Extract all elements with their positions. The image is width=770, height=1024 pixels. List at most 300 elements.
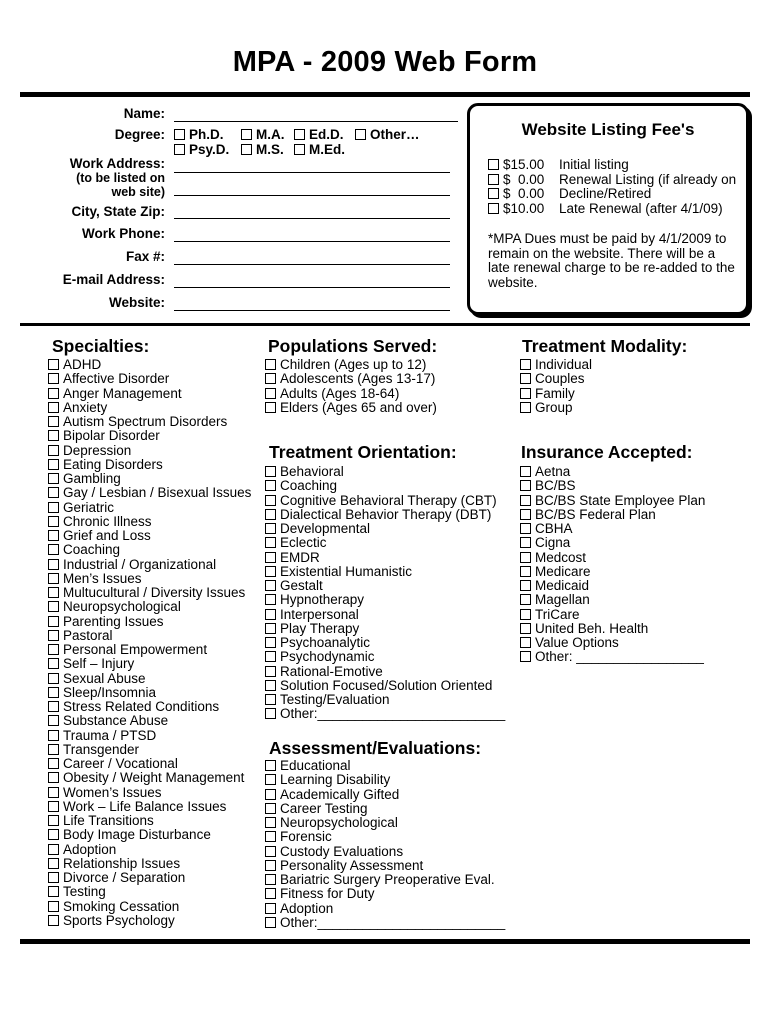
checkbox[interactable] bbox=[520, 566, 531, 577]
orientation-item-label: Eclectic bbox=[280, 535, 327, 551]
specialties-item[interactable] bbox=[48, 415, 251, 429]
specialties-item[interactable] bbox=[48, 871, 251, 885]
checkbox[interactable] bbox=[48, 559, 59, 570]
specialties-item[interactable] bbox=[48, 843, 251, 857]
checkbox[interactable] bbox=[48, 758, 59, 769]
work-address-field-1[interactable] bbox=[174, 172, 450, 173]
page-title: MPA - 2009 Web Form bbox=[232, 46, 538, 78]
checkbox[interactable] bbox=[48, 858, 59, 869]
orientation-item[interactable] bbox=[265, 494, 505, 508]
checkbox[interactable] bbox=[265, 888, 276, 899]
fee-option[interactable]: $15.00 Initial listing bbox=[488, 158, 736, 173]
degree-option-other[interactable]: Other… bbox=[355, 127, 420, 142]
checkbox[interactable] bbox=[488, 188, 499, 199]
orientation-item-label: Psychodynamic bbox=[280, 649, 375, 665]
orientation-item-label: Behavioral bbox=[280, 464, 344, 479]
checkbox[interactable] bbox=[265, 789, 276, 800]
populations-item-label: Elders (Ages 65 and over) bbox=[280, 399, 437, 415]
assessment-item[interactable] bbox=[265, 830, 505, 844]
populations-list bbox=[265, 358, 437, 415]
orientation-item[interactable] bbox=[265, 579, 505, 593]
orientation-item-label: Coaching bbox=[280, 478, 338, 494]
assessment-item-label: Adoption bbox=[280, 900, 334, 916]
specialties-item[interactable] bbox=[48, 885, 251, 899]
orientation-item-label: Gestalt bbox=[280, 578, 323, 593]
checkbox[interactable] bbox=[265, 402, 276, 413]
checkbox[interactable] bbox=[48, 487, 59, 498]
checkbox[interactable] bbox=[520, 552, 531, 563]
checkbox[interactable] bbox=[355, 129, 366, 140]
assessment-item[interactable] bbox=[265, 902, 505, 916]
checkbox[interactable] bbox=[265, 466, 276, 477]
modality-item[interactable] bbox=[520, 358, 592, 372]
checkbox[interactable] bbox=[265, 651, 276, 662]
specialties-item[interactable] bbox=[48, 629, 251, 643]
assessment-item-label: Personality Assessment bbox=[280, 857, 424, 873]
checkbox[interactable] bbox=[265, 860, 276, 871]
populations-item[interactable] bbox=[265, 387, 437, 401]
checkbox[interactable] bbox=[520, 651, 531, 662]
specialties-item[interactable] bbox=[48, 429, 251, 443]
specialties-item[interactable] bbox=[48, 700, 251, 714]
checkbox[interactable] bbox=[520, 388, 531, 399]
orientation-item[interactable] bbox=[265, 465, 505, 479]
modality-item[interactable] bbox=[520, 372, 592, 386]
specialties-item-label: Multucultural / Diversity Issues bbox=[63, 585, 246, 600]
modality-item-label: Group bbox=[535, 399, 573, 415]
specialties-item-label: Career / Vocational bbox=[63, 756, 178, 771]
populations-item[interactable] bbox=[265, 372, 437, 386]
insurance-item[interactable] bbox=[520, 465, 705, 479]
orientation-item[interactable] bbox=[265, 665, 505, 679]
insurance-item-label: Other: _________________ bbox=[535, 649, 704, 665]
insurance-item-label: United Beh. Health bbox=[535, 620, 649, 636]
orientation-item-label: Solution Focused/Solution Oriented bbox=[280, 677, 493, 693]
degree-option-med[interactable]: M.Ed. bbox=[294, 142, 345, 157]
specialties-item[interactable] bbox=[48, 543, 251, 557]
insurance-item[interactable] bbox=[520, 494, 705, 508]
insurance-item[interactable] bbox=[520, 551, 705, 565]
orientation-item[interactable] bbox=[265, 551, 505, 565]
checkbox[interactable] bbox=[48, 772, 59, 783]
orientation-item[interactable] bbox=[265, 693, 505, 707]
checkbox[interactable] bbox=[48, 473, 59, 484]
specialties-item-label: Coaching bbox=[63, 542, 121, 558]
checkbox[interactable] bbox=[48, 502, 59, 513]
checkbox[interactable] bbox=[265, 903, 276, 914]
insurance-item[interactable] bbox=[520, 536, 705, 550]
fax-label: Fax #: bbox=[125, 249, 165, 264]
orientation-item[interactable] bbox=[265, 536, 505, 550]
checkbox[interactable] bbox=[520, 523, 531, 534]
specialties-item-label: ADHD bbox=[63, 357, 102, 372]
checkbox[interactable] bbox=[48, 829, 59, 840]
orientation-item[interactable] bbox=[265, 679, 505, 693]
orientation-item-label: Rational-Emotive bbox=[280, 663, 383, 679]
degree-option-edd[interactable]: Ed.D. bbox=[294, 127, 344, 142]
specialties-item-label: Gambling bbox=[63, 471, 121, 486]
specialties-item[interactable] bbox=[48, 743, 251, 757]
checkbox[interactable] bbox=[265, 666, 276, 677]
orientation-item-label: Dialectical Behavior Therapy (DBT) bbox=[280, 506, 492, 522]
specialties-item-label: Chronic Illness bbox=[63, 513, 152, 529]
checkbox[interactable] bbox=[48, 715, 59, 726]
checkbox[interactable] bbox=[488, 159, 499, 170]
checkbox[interactable] bbox=[294, 144, 305, 155]
specialties-item[interactable] bbox=[48, 358, 251, 372]
work-phone-field[interactable] bbox=[174, 241, 450, 242]
checkbox[interactable] bbox=[265, 680, 276, 691]
specialties-item[interactable] bbox=[48, 900, 251, 914]
assessment-item-label: Other:_________________________ bbox=[280, 914, 506, 930]
checkbox[interactable] bbox=[48, 787, 59, 798]
modality-item-label: Couples bbox=[535, 371, 585, 387]
specialties-item[interactable] bbox=[48, 558, 251, 572]
specialties-item-label: Grief and Loss bbox=[63, 528, 151, 543]
fees-box bbox=[467, 103, 749, 315]
degree-option-phd[interactable]: Ph.D. bbox=[174, 127, 224, 142]
checkbox[interactable] bbox=[48, 516, 59, 527]
orientation-item[interactable] bbox=[265, 522, 505, 536]
specialties-item[interactable] bbox=[48, 657, 251, 671]
orientation-item[interactable] bbox=[265, 565, 505, 579]
checkbox[interactable] bbox=[48, 844, 59, 855]
checkbox[interactable] bbox=[488, 174, 499, 185]
checkbox[interactable] bbox=[265, 760, 276, 771]
checkbox[interactable] bbox=[48, 544, 59, 555]
specialties-item-label: Women’s Issues bbox=[63, 784, 162, 800]
specialties-item[interactable] bbox=[48, 515, 251, 529]
name-label: Name: bbox=[123, 106, 165, 121]
checkbox[interactable] bbox=[174, 144, 185, 155]
checkbox[interactable] bbox=[265, 594, 276, 605]
specialties-item[interactable] bbox=[48, 387, 251, 401]
specialties-item[interactable] bbox=[48, 828, 251, 842]
checkbox[interactable] bbox=[265, 495, 276, 506]
checkbox[interactable] bbox=[265, 831, 276, 842]
checkbox[interactable] bbox=[48, 730, 59, 741]
checkbox[interactable] bbox=[48, 530, 59, 541]
checkbox[interactable] bbox=[520, 359, 531, 370]
checkbox[interactable] bbox=[48, 801, 59, 812]
checkbox[interactable] bbox=[520, 509, 531, 520]
specialties-item-label: Trauma / PTSD bbox=[63, 727, 157, 743]
specialties-item[interactable] bbox=[48, 600, 251, 614]
specialties-list bbox=[48, 358, 251, 928]
specialties-item[interactable] bbox=[48, 401, 251, 415]
checkbox[interactable] bbox=[48, 687, 59, 698]
work-phone-label: Work Phone: bbox=[81, 226, 165, 241]
specialties-item-label: Testing bbox=[63, 884, 106, 900]
checkbox[interactable] bbox=[265, 552, 276, 563]
modality-heading: Treatment Modality: bbox=[522, 336, 688, 356]
insurance-item-label: Cigna bbox=[535, 535, 571, 551]
checkbox[interactable] bbox=[48, 886, 59, 897]
orientation-item-label: Play Therapy bbox=[280, 620, 360, 636]
insurance-item[interactable] bbox=[520, 508, 705, 522]
orientation-item-label: Cognitive Behavioral Therapy (CBT) bbox=[280, 492, 497, 508]
checkbox[interactable] bbox=[265, 846, 276, 857]
specialties-item-label: Pastoral bbox=[63, 627, 113, 643]
checkbox[interactable] bbox=[520, 637, 531, 648]
checkbox[interactable] bbox=[241, 129, 252, 140]
specialties-item[interactable] bbox=[48, 800, 251, 814]
work-address-field-2[interactable] bbox=[174, 195, 450, 196]
checkbox[interactable] bbox=[48, 445, 59, 456]
fee-option[interactable]: $10.00 Late Renewal (after 4/1/09) bbox=[488, 202, 736, 217]
orientation-item[interactable] bbox=[265, 593, 505, 607]
specialties-item[interactable] bbox=[48, 486, 251, 500]
insurance-item[interactable] bbox=[520, 622, 705, 636]
work-address-label: Work Address: bbox=[69, 156, 165, 171]
insurance-item[interactable] bbox=[520, 579, 705, 593]
specialties-item-label: Eating Disorders bbox=[63, 456, 163, 472]
checkbox[interactable] bbox=[48, 601, 59, 612]
specialties-item[interactable] bbox=[48, 458, 251, 472]
checkbox[interactable] bbox=[48, 616, 59, 627]
orientation-list bbox=[265, 465, 505, 722]
checkbox[interactable] bbox=[265, 874, 276, 885]
assessment-item-label: Fitness for Duty bbox=[280, 886, 375, 902]
email-label: E-mail Address: bbox=[62, 272, 165, 287]
specialties-item[interactable] bbox=[48, 686, 251, 700]
modality-item[interactable] bbox=[520, 401, 592, 415]
checkbox[interactable] bbox=[48, 416, 59, 427]
checkbox[interactable] bbox=[265, 774, 276, 785]
specialties-item-label: Industrial / Organizational bbox=[63, 556, 217, 572]
specialties-item-label: Neuropsychological bbox=[63, 599, 181, 615]
specialties-item[interactable] bbox=[48, 857, 251, 871]
specialties-item-label: Body Image Disturbance bbox=[63, 827, 211, 843]
specialties-item-label: Divorce / Separation bbox=[63, 870, 186, 885]
checkbox[interactable] bbox=[265, 509, 276, 520]
name-field[interactable] bbox=[174, 121, 458, 122]
assessment-heading: Assessment/Evaluations: bbox=[269, 738, 482, 758]
modality-item[interactable] bbox=[520, 387, 592, 401]
checkbox[interactable] bbox=[520, 609, 531, 620]
specialties-item[interactable] bbox=[48, 729, 251, 743]
checkbox[interactable] bbox=[265, 817, 276, 828]
orientation-item[interactable] bbox=[265, 622, 505, 636]
specialties-item[interactable] bbox=[48, 643, 251, 657]
checkbox[interactable] bbox=[48, 388, 59, 399]
specialties-item[interactable] bbox=[48, 572, 251, 586]
checkbox[interactable] bbox=[520, 495, 531, 506]
insurance-item[interactable] bbox=[520, 565, 705, 579]
checkbox[interactable] bbox=[48, 901, 59, 912]
checkbox[interactable] bbox=[294, 129, 305, 140]
fee-option[interactable]: $ 0.00 Decline/Retired bbox=[488, 187, 736, 202]
populations-item[interactable] bbox=[265, 358, 437, 372]
specialties-item-label: Work – Life Balance Issues bbox=[63, 798, 227, 814]
checkbox[interactable] bbox=[48, 573, 59, 584]
assessment-item-label: Custody Evaluations bbox=[280, 843, 404, 859]
checkbox[interactable] bbox=[520, 466, 531, 477]
degree-option-psyd[interactable]: Psy.D. bbox=[174, 142, 229, 157]
orientation-item[interactable] bbox=[265, 636, 505, 650]
fee-option[interactable]: $ 0.00 Renewal Listing (if already on bbox=[488, 173, 736, 188]
orientation-item[interactable] bbox=[265, 479, 505, 493]
specialties-item[interactable] bbox=[48, 472, 251, 486]
checkbox[interactable] bbox=[265, 373, 276, 384]
orientation-item-label: Developmental bbox=[280, 521, 371, 536]
insurance-item[interactable] bbox=[520, 479, 705, 493]
degree-option-ms[interactable]: M.S. bbox=[241, 142, 284, 157]
insurance-item-label: Magellan bbox=[535, 592, 590, 608]
specialties-item[interactable] bbox=[48, 914, 251, 928]
checkbox[interactable] bbox=[265, 708, 276, 719]
orientation-item-label: Interpersonal bbox=[280, 606, 359, 622]
specialties-item-label: Men’s Issues bbox=[63, 570, 142, 586]
specialties-item[interactable] bbox=[48, 672, 251, 686]
insurance-item[interactable] bbox=[520, 522, 705, 536]
assessment-item[interactable] bbox=[265, 802, 505, 816]
checkbox[interactable] bbox=[48, 872, 59, 883]
checkbox[interactable] bbox=[48, 701, 59, 712]
insurance-item-label: BC/BS State Employee Plan bbox=[535, 492, 706, 508]
specialties-item[interactable] bbox=[48, 444, 251, 458]
specialties-item-label: Anger Management bbox=[63, 385, 182, 401]
checkbox[interactable] bbox=[520, 373, 531, 384]
email-field[interactable] bbox=[174, 287, 450, 288]
checkbox[interactable] bbox=[48, 815, 59, 826]
specialties-item-label: Sports Psychology bbox=[63, 912, 175, 928]
specialties-item[interactable] bbox=[48, 714, 251, 728]
orientation-item-label: EMDR bbox=[280, 549, 320, 565]
fees-note: *MPA Dues must be paid by 4/1/2009 to remain on the website. There will be a late renewal charge to be re-added to the website. bbox=[488, 231, 735, 290]
modality-item-label: Individual bbox=[535, 357, 593, 372]
assessment-item-label: Academically Gifted bbox=[280, 786, 400, 802]
checkbox[interactable] bbox=[265, 537, 276, 548]
fees-list bbox=[488, 158, 736, 216]
assessment-item[interactable] bbox=[265, 859, 505, 873]
checkbox[interactable] bbox=[265, 523, 276, 534]
specialties-item-label: Gay / Lesbian / Bisexual Issues bbox=[63, 485, 252, 501]
orientation-item[interactable] bbox=[265, 707, 505, 721]
assessment-item-label: Career Testing bbox=[280, 800, 368, 816]
assessment-item[interactable] bbox=[265, 845, 505, 859]
bottom-divider bbox=[20, 939, 750, 944]
checkbox[interactable] bbox=[520, 623, 531, 634]
specialties-item[interactable] bbox=[48, 814, 251, 828]
assessment-item[interactable] bbox=[265, 916, 505, 930]
orientation-item[interactable] bbox=[265, 608, 505, 622]
specialties-item-label: Stress Related Conditions bbox=[63, 699, 220, 714]
checkbox[interactable] bbox=[48, 644, 59, 655]
assessment-item[interactable] bbox=[265, 816, 505, 830]
specialties-item-label: Parenting Issues bbox=[63, 613, 164, 629]
specialties-item[interactable] bbox=[48, 501, 251, 515]
checkbox[interactable] bbox=[48, 373, 59, 384]
orientation-item-label: Other:_________________________ bbox=[280, 706, 506, 722]
assessment-item[interactable] bbox=[265, 773, 505, 787]
website-field[interactable] bbox=[174, 310, 450, 311]
specialties-item-label: Sexual Abuse bbox=[63, 670, 146, 686]
checkbox[interactable] bbox=[174, 129, 185, 140]
assessment-item[interactable] bbox=[265, 873, 505, 887]
specialties-item-label: Relationship Issues bbox=[63, 855, 181, 871]
populations-item[interactable] bbox=[265, 401, 437, 415]
populations-item-label: Adolescents (Ages 13-17) bbox=[280, 371, 436, 387]
work-address-note: (to be listed on web site) bbox=[76, 171, 165, 199]
checkbox[interactable] bbox=[265, 637, 276, 648]
orientation-item-label: Testing/Evaluation bbox=[280, 692, 390, 707]
checkbox[interactable] bbox=[48, 673, 59, 684]
insurance-item-label: CBHA bbox=[535, 521, 573, 536]
degree-label: Degree: bbox=[114, 127, 165, 142]
modality-list bbox=[520, 358, 592, 415]
checkbox[interactable] bbox=[520, 402, 531, 413]
checkbox[interactable] bbox=[488, 203, 499, 214]
insurance-item[interactable] bbox=[520, 608, 705, 622]
specialties-item[interactable] bbox=[48, 757, 251, 771]
specialties-item[interactable] bbox=[48, 529, 251, 543]
checkbox[interactable] bbox=[520, 580, 531, 591]
insurance-item[interactable] bbox=[520, 636, 705, 650]
assessment-item[interactable] bbox=[265, 788, 505, 802]
checkbox[interactable] bbox=[48, 459, 59, 470]
specialties-item[interactable] bbox=[48, 372, 251, 386]
assessment-item-label: Educational bbox=[280, 758, 351, 773]
checkbox[interactable] bbox=[48, 430, 59, 441]
checkbox[interactable] bbox=[48, 402, 59, 413]
checkbox[interactable] bbox=[265, 694, 276, 705]
checkbox[interactable] bbox=[48, 630, 59, 641]
checkbox[interactable] bbox=[265, 803, 276, 814]
specialties-item[interactable] bbox=[48, 786, 251, 800]
checkbox[interactable] bbox=[48, 587, 59, 598]
insurance-item[interactable] bbox=[520, 593, 705, 607]
checkbox[interactable] bbox=[520, 480, 531, 491]
fax-field[interactable] bbox=[174, 264, 450, 265]
checkbox[interactable] bbox=[265, 917, 276, 928]
assessment-item-label: Bariatric Surgery Preoperative Eval. bbox=[280, 872, 495, 887]
checkbox[interactable] bbox=[265, 566, 276, 577]
checkbox[interactable] bbox=[265, 480, 276, 491]
checkbox[interactable] bbox=[48, 658, 59, 669]
checkbox[interactable] bbox=[48, 915, 59, 926]
specialties-item[interactable] bbox=[48, 586, 251, 600]
checkbox[interactable] bbox=[265, 359, 276, 370]
insurance-heading: Insurance Accepted: bbox=[521, 442, 693, 462]
checkbox[interactable] bbox=[48, 359, 59, 370]
specialties-item-label: Autism Spectrum Disorders bbox=[63, 414, 228, 429]
assessment-item[interactable] bbox=[265, 759, 505, 773]
insurance-item-label: Medcost bbox=[535, 549, 587, 565]
checkbox[interactable] bbox=[241, 144, 252, 155]
orientation-item[interactable] bbox=[265, 650, 505, 664]
checkbox[interactable] bbox=[265, 623, 276, 634]
checkbox[interactable] bbox=[265, 609, 276, 620]
insurance-item[interactable] bbox=[520, 650, 705, 664]
specialties-item-label: Substance Abuse bbox=[63, 713, 169, 729]
website-label: Website: bbox=[108, 295, 165, 310]
city-state-zip-field[interactable] bbox=[174, 218, 450, 219]
degree-option-ma[interactable]: M.A. bbox=[241, 127, 285, 142]
orientation-item-label: Existential Humanistic bbox=[280, 563, 413, 579]
checkbox[interactable] bbox=[48, 744, 59, 755]
checkbox[interactable] bbox=[265, 580, 276, 591]
populations-heading: Populations Served: bbox=[268, 336, 438, 356]
specialties-item[interactable] bbox=[48, 771, 251, 785]
assessment-item[interactable] bbox=[265, 887, 505, 901]
orientation-item[interactable] bbox=[265, 508, 505, 522]
specialties-item-label: Anxiety bbox=[63, 399, 108, 415]
checkbox[interactable] bbox=[265, 388, 276, 399]
checkbox[interactable] bbox=[520, 537, 531, 548]
checkbox[interactable] bbox=[520, 594, 531, 605]
specialties-item[interactable] bbox=[48, 615, 251, 629]
